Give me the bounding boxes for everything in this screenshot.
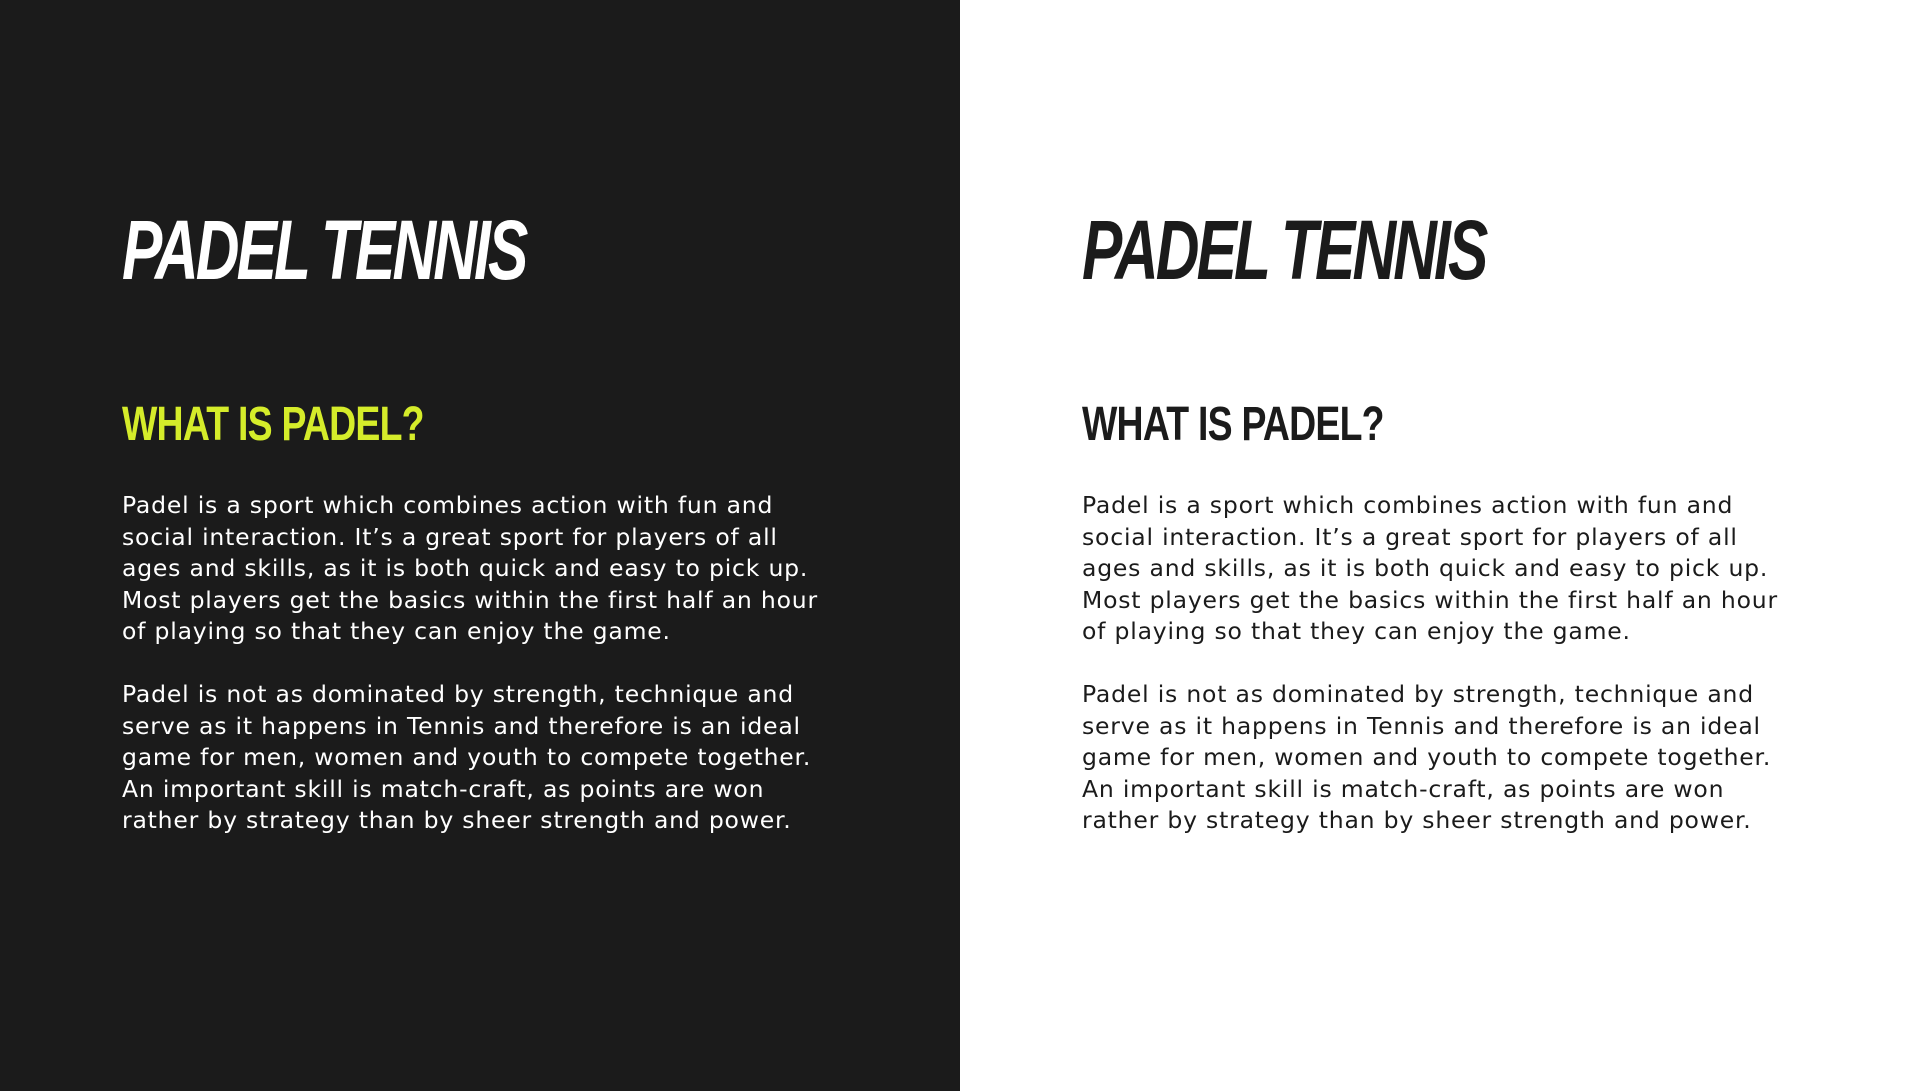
brand-title: PADEL TENNIS [122,203,526,297]
section-heading: WHAT IS PADEL? [1082,398,1384,451]
body-paragraph-2: Padel is not as dominated by strength, technique and serve as it happens in Tennis and therefore is an ideal game for men, women and youth to compete together. An important skill is match-craft, as points are won rather by strategy than by sheer strength and power. [1082,680,1772,835]
light-panel [960,0,1920,1091]
body-paragraph-1: Padel is a sport which combines action with fun and social interaction. It’s a great sport for players of all ages and skills, as it is both quick and easy to pick up. Most players get the basics within the first half an hour of playing so that they can enjoy the game. [122,491,818,646]
brand-title: PADEL TENNIS [1082,203,1486,297]
body-paragraph-2: Padel is not as dominated by strength, technique and serve as it happens in Tennis and therefore is an ideal game for men, women and youth to compete together. An important skill is match-craft, as points are won rather by strategy than by sheer strength and power. [122,680,812,835]
section-heading: WHAT IS PADEL? [122,398,424,451]
body-paragraph-1: Padel is a sport which combines action with fun and social interaction. It’s a great sport for players of all ages and skills, as it is both quick and easy to pick up. Most players get the basics within the first half an hour of playing so that they can enjoy the game. [1082,491,1778,646]
